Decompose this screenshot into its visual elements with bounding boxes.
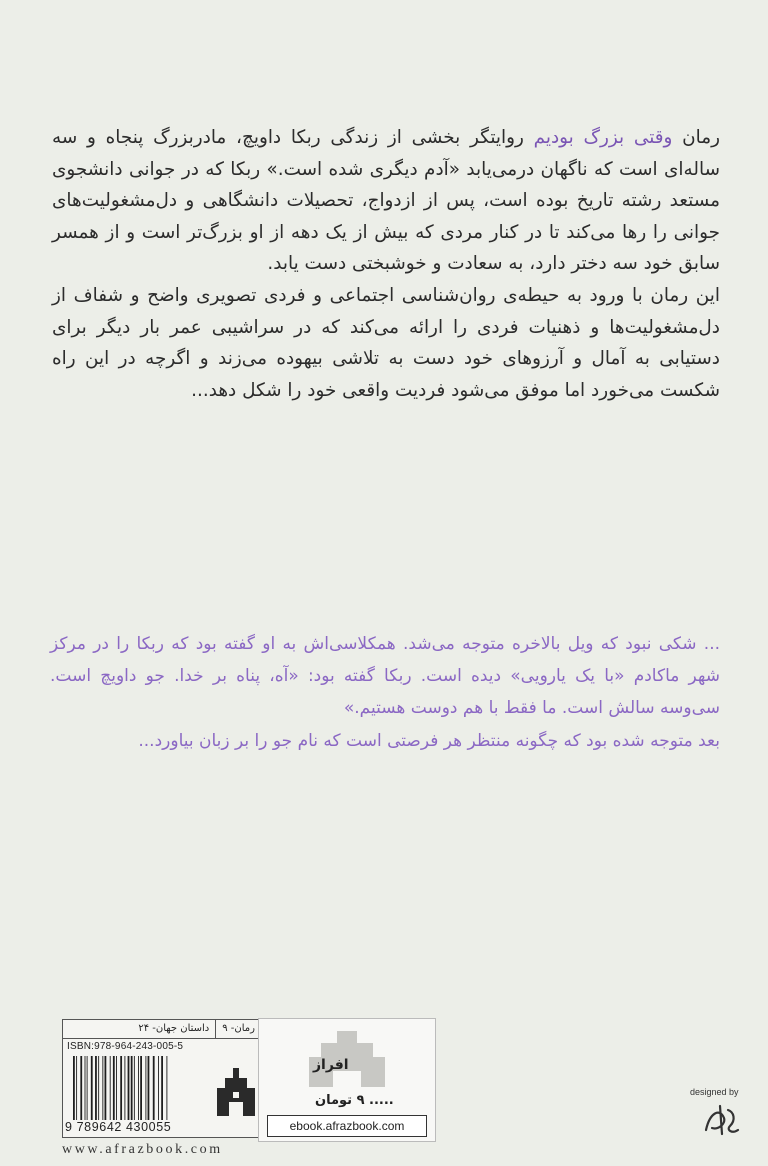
barcode-bar <box>116 1056 117 1120</box>
isbn-barcode-block <box>62 1019 262 1138</box>
description-lead: رمان <box>672 127 721 148</box>
isbn-number: ISBN:978-964-243-005-5 <box>67 1041 184 1052</box>
description-paragraph-1 <box>52 122 720 280</box>
excerpt-paragraph-2: بعد متوجه شده بود که چگونه منتظر هر فرصتی است که نام جو را بر زبان بیاورد... <box>138 730 720 751</box>
barcode-bar <box>166 1056 167 1120</box>
sticker-brand: افراز <box>313 1057 349 1073</box>
barcode-bar <box>87 1056 88 1120</box>
barcode-bar <box>85 1056 86 1120</box>
series-novel: رمان- ۹ <box>222 1023 255 1034</box>
barcode-bar <box>73 1056 75 1120</box>
book-title: وقتی بزرگ بودیم <box>533 127 673 148</box>
designer-signature-icon <box>700 1100 744 1140</box>
barcode-bar <box>76 1056 77 1120</box>
series-world-fiction: داستان جهان- ۲۴ <box>138 1023 210 1034</box>
barcode-digits: 9 789642 430055 <box>65 1120 172 1134</box>
barcode-bar <box>140 1056 142 1120</box>
barcode-bar <box>98 1056 99 1120</box>
series-divider <box>215 1020 216 1038</box>
book-excerpt <box>50 628 720 757</box>
book-description <box>52 122 720 406</box>
price-sticker <box>258 1018 436 1142</box>
barcode-bar <box>134 1056 135 1120</box>
barcode-bar <box>124 1056 125 1120</box>
publisher-logo-icon <box>213 1062 259 1118</box>
barcode-bar <box>158 1056 159 1120</box>
description-body: روایتگر بخشی از زندگی ربکا داویچ، مادربزرگ پنجاه و سه ساله‌ای است که ناگهان درمی‌یابد «آدم دیگری شده است.» ربکا که در جوانی دانشجوی مستعد رشته تاریخ بوده است، پس از ازدواج، تحصیلات دانشگاهی و دل‌مشغولیت‌های جوانی را رها می‌کند تا در کنار مردی که بیش از یک دهه از او بزرگ‌تر است و از همسر سابق خود سه دختر دارد، به سعادت و خوشبختی دست یابد. <box>52 127 720 275</box>
barcode-bar <box>138 1056 139 1120</box>
barcode-bar <box>145 1056 146 1120</box>
barcode-bar <box>153 1056 155 1120</box>
barcode-bar <box>120 1056 122 1120</box>
publisher-website: www.afrazbook.com <box>62 1142 223 1157</box>
barcode-bar <box>161 1056 163 1120</box>
barcode-bar <box>113 1056 115 1120</box>
barcode-bar <box>91 1056 93 1120</box>
sticker-price: ..... ۹ تومان <box>315 1093 394 1108</box>
barcode-bar <box>80 1056 82 1120</box>
sticker-url: ebook.afrazbook.com <box>267 1115 427 1137</box>
barcode-bar <box>95 1056 97 1120</box>
barcode-bar <box>102 1056 103 1120</box>
barcode-bar <box>128 1056 130 1120</box>
barcode-bar <box>105 1056 107 1120</box>
barcode-bar <box>131 1056 133 1120</box>
designer-label: designed by <box>690 1087 739 1097</box>
description-paragraph-2: این رمان با ورود به حیطه‌ی روان‌شناسی اجتماعی و فردی تصویری واضح و شفاف از دل‌مشغولیت‌ها و ذهنیات فردی را ارائه می‌کند که در سراشیبی عمر بار دیگر برای دستیابی به آمال و آرزوهای خود دست به تلاشی بیهوده می‌زند و اگرچه در این راه شکست می‌خورد اما موفق می‌شود فردیت واقعی خود را شکل دهد... <box>52 284 720 401</box>
barcode-bar <box>110 1056 111 1120</box>
barcode <box>71 1056 211 1120</box>
series-info <box>63 1020 261 1039</box>
excerpt-paragraph-1: ... شکی نبود که ویل بالاخره متوجه می‌شد. همکلاسی‌اش به او گفته بود که ربکا را در مرکز شهر ماکادم «با یک یارویی» دیده است. ربکا گفته بود: «آه، پناه بر خدا. جو داویچ است. سی‌وسه سالش است. ما فقط با هم دوست هستیم.» <box>50 634 720 719</box>
barcode-bar <box>148 1056 150 1120</box>
